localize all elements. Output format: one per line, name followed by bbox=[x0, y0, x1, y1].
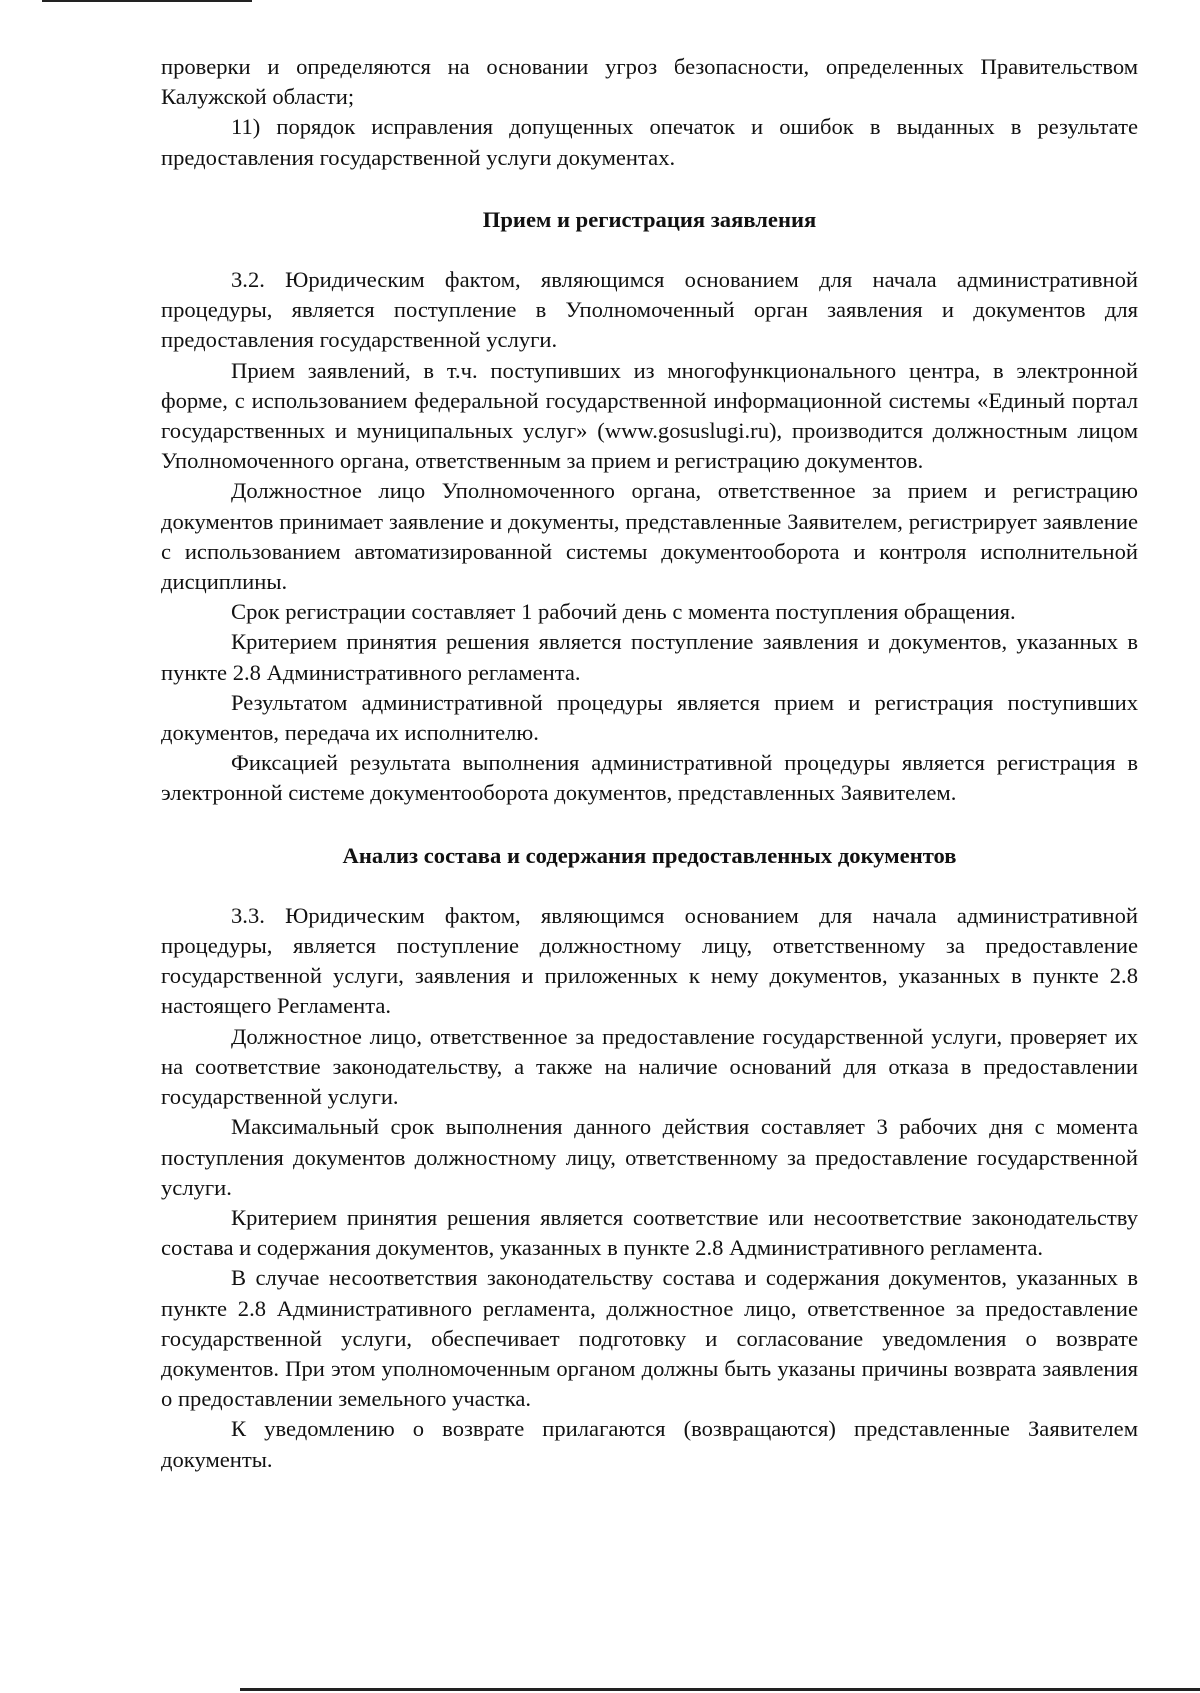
top-rule bbox=[42, 0, 252, 2]
paragraph: 3.2. Юридическим фактом, являющимся основанием для начала административной процедуры, является поступление в Уполномоченный орган заявления и документов для предоставления государственной услуги. bbox=[161, 267, 1138, 353]
paragraph: Максимальный срок выполнения данного действия составляет 3 рабочих дня с момента поступления документов должностному лицу, ответственному за предоставление государственной услуги. bbox=[161, 1114, 1138, 1200]
paragraph: Критерием принятия решения является соответствие или несоответствие законодательству состава и содержания документов, указанных в пункте 2.8 Административного регламента. bbox=[161, 1204, 1138, 1261]
paragraph: проверки и определяются на основании угроз безопасности, определенных Правительством Калужской области; bbox=[161, 54, 1138, 110]
document-page bbox=[161, 52, 1138, 1475]
section-heading: Прием и регистрация заявления bbox=[482, 206, 817, 232]
section-heading: Анализ состава и содержания предоставленных документов bbox=[342, 842, 957, 868]
paragraph: Прием заявлений, в т.ч. поступивших из многофункционального центра, в электронной форме, с использованием федеральной государственной информационной системы «Единый портал государственных и муниципальных услуг» (www.gosuslugi.ru), производится должностным лицом Уполномоченного органа, ответственным за прием и регистрацию документов. bbox=[161, 357, 1138, 474]
paragraph: Результатом административной процедуры является прием и регистрация поступивших документов, передача их исполнителю. bbox=[161, 689, 1138, 746]
paragraph: Должностное лицо Уполномоченного органа, ответственное за прием и регистрацию документов принимает заявление и документы, представленные Заявителем, регистрирует заявление с использованием автоматизированной системы документооборота и контроля исполнительной дисциплины. bbox=[161, 478, 1138, 595]
bottom-rule bbox=[240, 1688, 1200, 1691]
paragraph: 11) порядок исправления допущенных опечаток и ошибок в выданных в результате предоставления государственной услуги документах. bbox=[161, 114, 1138, 170]
paragraph: Срок регистрации составляет 1 рабочий день с момента поступления обращения. bbox=[231, 599, 1016, 625]
paragraph: 3.3. Юридическим фактом, являющимся основанием для начала административной процедуры, является поступление должностному лицу, ответственному за предоставление государственной услуги, заявления и приложенных к нему документов, указанных в пункте 2.8 настоящего Регламента. bbox=[161, 902, 1138, 1019]
paragraph: К уведомлению о возврате прилагаются (возвращаются) представленные Заявителем документы. bbox=[161, 1416, 1138, 1472]
paragraph: Фиксацией результата выполнения административной процедуры является регистрация в электронной системе документооборота документов, представленных Заявителем. bbox=[161, 750, 1138, 806]
paragraph: Критерием принятия решения является поступление заявления и документов, указанных в пункте 2.8 Административного регламента. bbox=[161, 629, 1138, 685]
paragraph: Должностное лицо, ответственное за предоставление государственной услуги, проверяет их на соответствие законодательству, а также на наличие оснований для отказа в предоставлении государственной услуги. bbox=[161, 1023, 1138, 1110]
paragraph: В случае несоответствия законодательству состава и содержания документов, указанных в пункте 2.8 Административного регламента, должностное лицо, ответственное за предоставление государственной услуги, обеспечивает подготовку и согласование уведомления о возврате документов. При этом уполномоченным органом должны быть указаны причины возврата заявления о предоставлении земельного участка. bbox=[161, 1265, 1138, 1412]
